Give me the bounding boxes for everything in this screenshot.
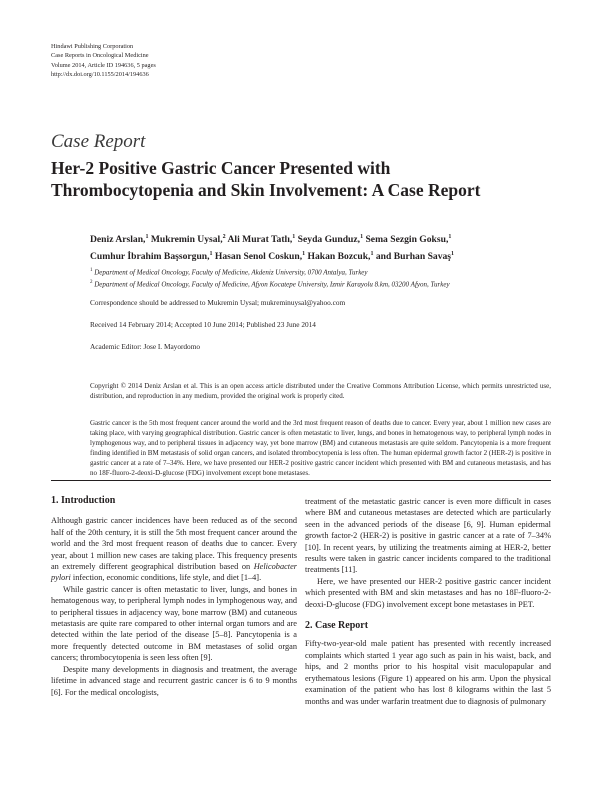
correspondence: Correspondence should be addressed to Mukremin Uysal; mukreminuysal@yahoo.com [90, 298, 346, 307]
author: Sema Sezgin Goksu,$^1$ [365, 234, 452, 246]
paragraph: Despite many developments in diagnosis and treatment, the average lifetime in advanced stage and recurrent gastric cancer is 6 to 9 months [6]. For the medical oncologists, [51, 664, 297, 697]
publication-dates: Received 14 February 2014; Accepted 10 June 2014; Published 23 June 2014 [90, 320, 316, 329]
paragraph: Although gastric cancer incidences have been reduced as of the second half of the 20th century, it is still the 5th most frequent cancer around the world and the 3rd most frequent reason of deaths due to cancer. Every year, about 1 million new cases are taking place. This frequency presents an extremely different geographical distribution based on Helicobacter pylori infection, economic conditions, life style, and diet [1–4]. [51, 516, 297, 583]
doi-link[interactable]: http://dx.doi.org/10.1155/2014/194636 [51, 70, 149, 78]
publisher: Hindawi Publishing Corporation [51, 43, 134, 50]
section-divider [51, 480, 551, 481]
title-line-2: Thrombocytopenia and Skin Involvement: A Case Report [51, 180, 481, 200]
author: Seyda Gunduz,$^1$ [297, 234, 364, 246]
title-line-1: Her-2 Positive Gastric Cancer Presented with [51, 158, 391, 178]
section-heading-case-report: 2. Case Report [305, 620, 369, 632]
paragraph: treatment of the metastatic gastric cancer is even more difficult in cases where BM and cutaneous metastases are detected which are particularly seen in the advanced periods of the disease [6, 9]. Human epidermal growth factor-2 (HER-2) is positive in gastric cancer at a rate of 7–34% [10]. In recent years, by utilizing the treatments aiming at HER-2, better results were taken in gastric cancer incidents compared to the traditional treatments [11]. [305, 497, 551, 575]
volume-info: Volume 2014, Article ID 194636, 5 pages [51, 61, 156, 69]
paragraph: While gastric cancer is often metastatic to liver, lungs, and bones in hematogenous way, to peripheral lymph nodes in lymphogenous way, and to peripheral tissues in adjacency way, bone marrow (BM) and cutaneous metastasis are quite rare compared to other internal organ tumors and are detected within the late period of the disease [5–8]. Pancytopenia is a more frequently detected outcome in BM metastases of solid organ cancers; thrombocytopenia is seen less often [9]. [51, 584, 297, 663]
author: Deniz Arslan,$^1$ [90, 234, 149, 246]
author: Hakan Bozcuk,$^1$ [307, 251, 374, 263]
article-type: Case Report [51, 131, 146, 152]
author: Hasan Senol Coskun,$^1$ [214, 251, 306, 263]
section-heading-introduction: 1. Introduction [51, 495, 116, 506]
author: Cumhur İbrahim Başsorgun,$^1$ [90, 251, 213, 263]
author: and Burhan Savaş$^1$ [375, 251, 455, 263]
affiliation-1: $^1$ Department of Medical Oncology, Faculty of Medicine, Akdeniz University, 0700 Antalya, Turkey [90, 268, 368, 277]
right-column [305, 496, 551, 707]
journal-name: Case Reports in Oncological Medicine [51, 52, 149, 60]
academic-editor: Academic Editor: Jose I. Mayordomo [90, 342, 201, 351]
author: Ali Murat Tatlı,$^1$ [227, 234, 296, 246]
paragraph: Fifty-two-year-old male patient has presented with recently increased complaints which started 1 year ago such as pain in his waist, back, and hips, and 2 months prior to his hospital visit maculopapular and erythematous lesions (Figure 1) appeared on his arm. Upon the physical examination of the patient who has lost 8 kilograms within the last 5 months and was under warfarin treatment due to diagnosis of pulmonary [305, 639, 551, 706]
journal-header [51, 42, 156, 79]
abstract: Gastric cancer is the 5th most frequent cancer around the world and the 3rd most frequent reason of deaths due to cancer. Every year, about 1 million new cases are taking place, with varying geographical distribution. Gastric cancer is often metastatic to liver, lungs, and bones in hematogenous way, to peripheral lymph nodes in lymphogenous way, and to peripheral tissues in adjacency way, yet bone marrow (BM) and cutaneous metastasis are quite seldom. Pancytopenia is a more frequent finding identified in BM metastasis of solid organ cancers, and isolated thrombocytopenia is less often. The human epidermal growth factor 2 (HER-2) is positive in gastric cancer at a rate of 7–34%. Here, we have presented our HER-2 positive gastric cancer incident which presented with BM and cutaneous metastasis, and has no 18F-fluoro-2-deoxi-D-glucose (FDG) involvement except bone metastases. [90, 419, 551, 477]
affiliation-2: $^2$ Department of Medical Oncology, Faculty of Medicine, Afyon Kocatepe University, Izmir Karayolu 8.km, 03200 Afyon, Turkey [90, 280, 450, 289]
left-column [51, 495, 297, 698]
paragraph: Here, we have presented our HER-2 positive gastric cancer incident which presented with BM and skin metastases and has no 18F-fluoro-2-deoxi-D-glucose (FDG) involvement except bone metastases in PET. [305, 576, 551, 609]
article-title [51, 157, 571, 201]
copyright-notice: Copyright © 2014 Deniz Arslan et al. This is an open access article distributed under the Creative Commons Attribution License, which permits unrestricted use, distribution, and reproduction in any medium, provided the original work is properly cited. [90, 382, 551, 400]
author: Mukremin Uysal,$^2$ [150, 234, 226, 246]
author-list [90, 230, 560, 264]
